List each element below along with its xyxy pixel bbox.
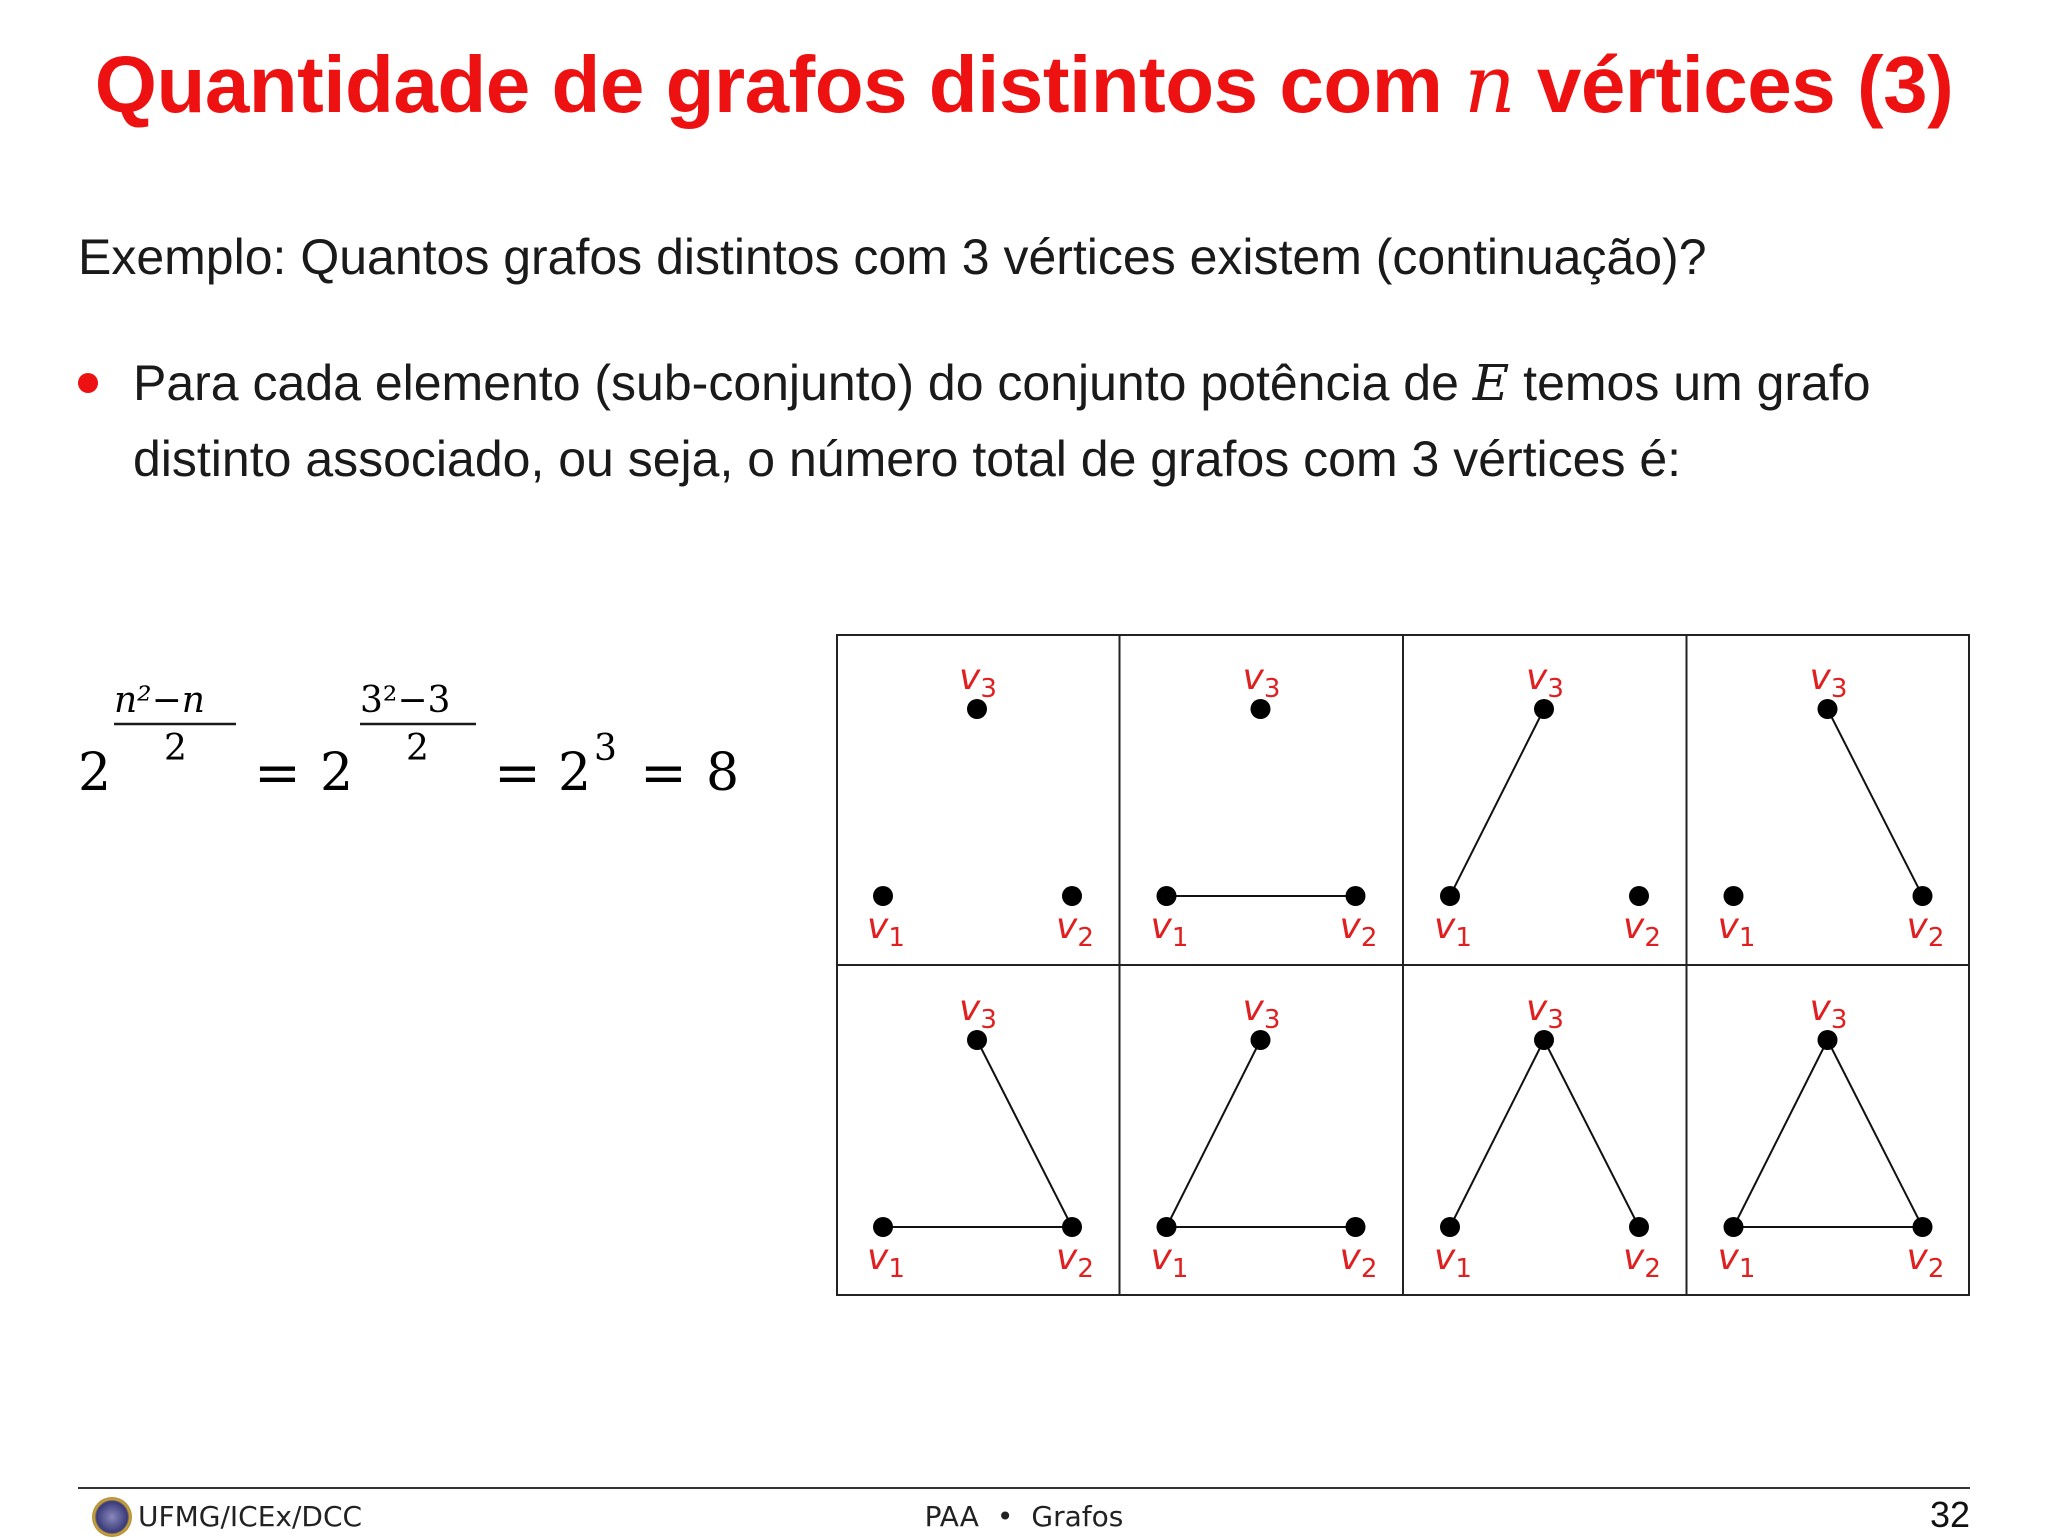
graph-vertex-v2 (1629, 1217, 1649, 1237)
graph-vertex-v2 (1629, 886, 1649, 906)
vertex-label-letter: v (1526, 988, 1548, 1029)
bullet-item (78, 345, 1978, 497)
formula-svg (70, 660, 790, 810)
vertex-label-subscript: 3 (1547, 674, 1564, 704)
title-variable-n: n (1464, 38, 1516, 131)
vertex-label-v1 (1718, 906, 1756, 953)
graph-vertex-v2 (1913, 886, 1933, 906)
vertex-label-subscript: 2 (1644, 923, 1661, 953)
vertex-label-subscript: 2 (1360, 923, 1378, 953)
page-number: 32 (1929, 1494, 1970, 1535)
graph-vertex-v1 (1440, 886, 1460, 906)
vertex-label-subscript: 1 (1171, 923, 1189, 953)
vertex-label-v2 (1623, 1237, 1661, 1284)
vertex-label-letter: v (1623, 1237, 1645, 1278)
graph-edge-v2-v3 (1828, 1040, 1923, 1227)
bullet-text (133, 345, 1978, 497)
vertex-label-v1 (867, 906, 905, 953)
vertex-label-v2 (1340, 906, 1378, 953)
vertex-label-letter: v (1906, 1237, 1928, 1278)
graphs-grid-svg (836, 634, 1970, 1296)
vertex-label-v2 (1056, 906, 1094, 953)
vertex-label-v3 (1526, 988, 1564, 1035)
formula (70, 660, 790, 810)
graph-vertex-v2 (1346, 886, 1366, 906)
bullet-text-part1: Para cada elemento (sub-conjunto) do conjunto potência de (133, 355, 1473, 411)
vertex-label-subscript: 3 (1263, 1005, 1281, 1035)
vertex-label-subscript: 3 (1263, 674, 1281, 704)
vertex-label-v3 (1243, 988, 1281, 1035)
vertex-label-letter: v (1717, 906, 1739, 947)
vertex-label-subscript: 2 (1644, 1254, 1661, 1284)
vertex-label-subscript: 2 (1927, 923, 1945, 953)
graph-vertex-v2 (1913, 1217, 1933, 1237)
vertex-label-subscript: 1 (1738, 923, 1756, 953)
footer-institution: UFMG/ICEx/DCC (138, 1500, 363, 1533)
graph-edge-v2-v3 (977, 1040, 1072, 1227)
vertex-label-subscript: 1 (1455, 923, 1472, 953)
graph-edge-v1-v3 (1734, 1040, 1828, 1227)
graph-vertex-v1 (873, 1217, 893, 1237)
footer-course (0, 1500, 2048, 1533)
bullet-text-part2: temos um grafo distinto associado, ou seja, o número total de grafos com 3 vértices é: (133, 355, 1871, 487)
vertex-label-subscript: 3 (1830, 1005, 1848, 1035)
vertex-label-letter: v (1150, 1237, 1172, 1278)
footer-separator: • (996, 1500, 1014, 1533)
vertex-label-v1 (1151, 906, 1189, 953)
formula-exp3: 3 (594, 728, 617, 769)
bullet-variable-e: E (1472, 354, 1510, 412)
vertex-label-letter: v (867, 906, 889, 947)
vertex-label-subscript: 1 (888, 923, 905, 953)
graph-edge-v1-v3 (1450, 709, 1544, 896)
vertex-label-subscript: 2 (1077, 923, 1094, 953)
slide-title (0, 38, 2048, 131)
vertex-label-letter: v (1717, 1237, 1739, 1278)
footer-course-code: PAA (924, 1500, 979, 1533)
vertex-label-subscript: 3 (980, 674, 997, 704)
vertex-label-v1 (867, 1237, 905, 1284)
graph-edge-v2-v3 (1544, 1040, 1639, 1227)
vertex-label-letter: v (867, 1237, 889, 1278)
vertex-label-subscript: 3 (1547, 1005, 1564, 1035)
formula-base-2: 2 (320, 743, 354, 803)
graph-vertex-v2 (1062, 886, 1082, 906)
vertex-label-letter: v (959, 657, 981, 698)
graph-vertex-v1 (1724, 1217, 1744, 1237)
graph-vertex-v1 (1724, 886, 1744, 906)
vertex-label-letter: v (1906, 906, 1928, 947)
formula-exp2-num: 3²−3 (360, 680, 451, 721)
vertex-label-subscript: 1 (1171, 1254, 1189, 1284)
vertex-label-letter: v (959, 988, 981, 1029)
formula-eq-1: = (254, 741, 301, 806)
vertex-label-v2 (1623, 906, 1661, 953)
vertex-label-v3 (1810, 657, 1848, 704)
vertex-label-letter: v (1242, 988, 1264, 1029)
vertex-label-v3 (959, 988, 997, 1035)
vertex-label-subscript: 1 (888, 1254, 905, 1284)
vertex-label-subscript: 2 (1077, 1254, 1094, 1284)
graph-edge-v2-v3 (1828, 709, 1923, 896)
graph-edge-v1-v3 (1450, 1040, 1544, 1227)
title-text-after: vértices (3) (1515, 40, 1954, 129)
formula-exp1-den: 2 (164, 728, 187, 769)
vertex-label-letter: v (1434, 1237, 1456, 1278)
graph-vertex-v1 (1157, 1217, 1177, 1237)
formula-eq-3: = (640, 741, 687, 806)
vertex-label-v2 (1340, 1237, 1378, 1284)
vertex-label-subscript: 3 (980, 1005, 997, 1035)
vertex-label-letter: v (1809, 988, 1831, 1029)
vertex-label-v2 (1907, 906, 1945, 953)
vertex-label-v1 (1718, 1237, 1756, 1284)
graph-vertex-v2 (1346, 1217, 1366, 1237)
formula-eq-2: = (494, 741, 541, 806)
vertex-label-v3 (1243, 657, 1281, 704)
example-text: Exemplo: Quantos grafos distintos com 3 vértices existem (continuação)? (78, 229, 1707, 285)
formula-base-3: 2 (558, 743, 592, 803)
graph-vertex-v1 (1440, 1217, 1460, 1237)
graph-vertex-v2 (1062, 1217, 1082, 1237)
vertex-label-v3 (1810, 988, 1848, 1035)
vertex-label-v1 (1434, 1237, 1472, 1284)
vertex-label-v2 (1056, 1237, 1094, 1284)
formula-base-1: 2 (78, 743, 112, 803)
formula-result: 8 (706, 743, 740, 803)
vertex-label-subscript: 1 (1738, 1254, 1756, 1284)
vertex-label-subscript: 2 (1927, 1254, 1945, 1284)
vertex-label-v1 (1434, 906, 1472, 953)
vertex-label-letter: v (1809, 657, 1831, 698)
vertex-label-letter: v (1056, 1237, 1078, 1278)
formula-exp1-num: n²−n (114, 680, 205, 721)
vertex-label-v3 (1526, 657, 1564, 704)
vertex-label-letter: v (1434, 906, 1456, 947)
vertex-label-subscript: 2 (1360, 1254, 1378, 1284)
vertex-label-v2 (1907, 1237, 1945, 1284)
vertex-label-v3 (959, 657, 997, 704)
footer-divider (78, 1487, 1970, 1489)
vertex-label-letter: v (1526, 657, 1548, 698)
vertex-label-letter: v (1056, 906, 1078, 947)
vertex-label-letter: v (1339, 906, 1361, 947)
graph-vertex-v1 (873, 886, 893, 906)
vertex-label-letter: v (1623, 906, 1645, 947)
graph-vertex-v1 (1157, 886, 1177, 906)
graph-edge-v1-v3 (1167, 1040, 1261, 1227)
title-text-before: Quantidade de grafos distintos com (94, 40, 1465, 129)
vertex-label-subscript: 3 (1830, 674, 1848, 704)
vertex-label-letter: v (1339, 1237, 1361, 1278)
footer-course-topic: Grafos (1031, 1500, 1124, 1533)
vertex-label-subscript: 1 (1455, 1254, 1472, 1284)
vertex-label-v1 (1151, 1237, 1189, 1284)
bullet-dot-icon (78, 373, 98, 393)
vertex-label-letter: v (1150, 906, 1172, 947)
formula-exp2-den: 2 (406, 728, 429, 769)
graphs-figure (836, 634, 1970, 1296)
vertex-label-letter: v (1242, 657, 1264, 698)
